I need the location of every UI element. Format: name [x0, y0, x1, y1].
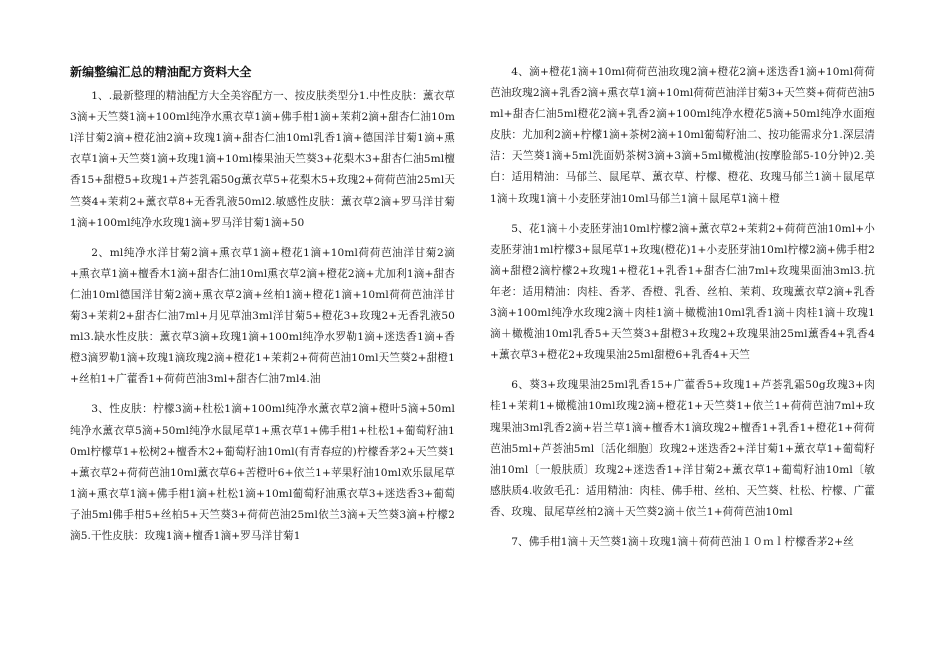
paragraph-5: 5、花1滴＋小麦胚芽油10ml柠檬2滴+薰衣草2+茉莉2+荷荷芭油10ml+小麦胚芽油1ml柠檬3+鼠尾草1+玫瑰(橙花)1+小麦胚芽油10ml柠檬2滴+佛手柑2滴+甜橙2滴柠檬2+玫瑰1+橙花1+乳香1+甜杏仁油7ml+玫瑰果面油3ml3.抗年老：适用精油：肉桂、香茅、香橙、乳香、丝柏、茉莉、玫瑰薰衣草2滴+乳香3滴+100ml纯净水玫瑰2滴＋肉桂1滴＋橄榄油10ml乳香1滴＋肉桂1滴＋玫瑰1滴＋橄榄油10ml乳香5+天竺葵3+甜橙3+玫瑰2+玫瑰果油25ml薰香4+乳香4+薰衣草3+橙花2+玫瑰果油25ml甜橙6+乳香4+天竺	[490, 222, 875, 362]
document-title: 新编整编汇总的精油配方资料大全	[70, 65, 252, 79]
paragraph-7: 7、佛手柑1滴＋天竺葵1滴＋玫瑰1滴＋荷荷芭油１０ｍｌ柠檬香茅2+丝	[511, 535, 854, 548]
paragraph-1: 1、.最新整理的精油配方大全美容配方一、按皮肤类型分1.中性皮肤：薰衣草3滴+天竺葵1滴+100ml纯净水熏衣草1滴+佛手柑1滴+茉莉2滴+甜杏仁油10ml洋甘菊2滴+橙花油2滴+玫瑰1滴+甜杏仁油10ml乳香1滴+德国洋甘菊1滴+熏衣草1滴+天竺葵1滴+玫瑰1滴+10ml榛果油天竺葵3+花梨木3+甜杏仁油5ml檀香15+甜橙5+玫瑰1+芦荟乳霜50g薰衣草5+花梨木5+玫瑰2+荷荷芭油25ml天竺葵4+茉莉2+薰衣草8+无香乳液50ml2.敏感性皮肤：薰衣草2滴+罗马洋甘菊1滴+100ml纯净水玫瑰1滴+罗马洋甘菊1滴+50	[70, 90, 455, 229]
paragraph-6: 6、葵3+玫瑰果油25ml乳香15+广藿香5+玫瑰1+芦荟乳霜50g玫瑰3+肉桂1+茉莉1+橄榄油10ml玫瑰2滴+橙花1+天竺葵1+依兰1+荷荷芭油7ml+玫瑰果油3ml乳香2滴+岩兰草1滴+檀香木1滴玫瑰2+檀香1+乳香1+橙花1+荷荷芭油5ml+芦荟油5ml〔活化细胞〕玫瑰2+迷迭香2+洋甘菊1+薰衣草1+葡萄籽油10ml〔一般肤质〕玫瑰2+迷迭香1+洋甘菊2+薰衣草1+葡萄籽油10ml〔敏感肤质4.收敛毛孔：适用精油：肉桂、佛手柑、丝柏、天竺葵、杜松、柠檬、广藿香、玫瑰、鼠尾草丝柏2滴＋天竺葵2滴＋依兰1+荷荷芭油10ml	[490, 379, 875, 518]
paragraph-3: 3、性皮肤：柠檬3滴+杜松1滴+100ml纯净水薰衣草2滴+橙叶5滴+50ml纯净水薰衣草5滴+50ml纯净水鼠尾草1+熏衣草1+佛手柑1+杜松1+葡萄籽油10ml柠檬草1+松树2+檀香木2+葡萄籽油10ml(有青春痘的)柠檬香茅2+天竺葵1+薰衣草2+荷荷芭油10ml薰衣草6+苦橙叶6+依兰1+苹果籽油10ml欢乐鼠尾草1滴+熏衣草1滴+佛手柑1滴+杜松1滴+10ml葡萄籽油熏衣草3+迷迭香3+葡萄子油5ml佛手柑5+丝柏5+天竺葵3+荷荷芭油25ml依兰3滴+天竺葵3滴+柠檬2滴5.干性皮肤：玫瑰1滴+檀香1滴+罗马洋甘菊1	[70, 403, 455, 542]
paragraph-4: 4、滴+橙花1滴+10ml荷荷芭油玫瑰2滴+橙花2滴+迷迭香1滴+10ml荷荷芭油玫瑰2滴+乳香2滴+熏衣草1滴+10ml荷荷芭油洋甘菊3+天竺葵+荷荷芭油5ml+甜杏仁油5ml橙花2滴+乳香2滴+100ml纯净水橙花5滴+50ml纯净水面疱皮肤：尤加利2滴+柠檬1滴+茶树2滴+10ml葡萄籽油二、按功能需求分1.深层清洁：天竺葵1滴+5ml洗面奶茶树3滴+3滴+5ml橄榄油(按摩脸部5-10分钟)2.美白：适用精油：马郁兰、鼠尾草、薰衣草、柠檬、橙花、玫瑰马郁兰1滴＋鼠尾草1滴＋玫瑰1滴＋小麦胚芽油10ml马郁兰1滴＋鼠尾草1滴＋橙	[490, 66, 875, 205]
left-column	[70, 62, 455, 556]
right-column	[490, 62, 875, 562]
paragraph-2: 2、ml纯净水洋甘菊2滴+熏衣草1滴+橙花1滴+10ml荷荷芭油洋甘菊2滴+熏衣草1滴+檀香木1滴+甜杏仁油10ml熏衣草2滴+橙花2滴+尤加利1滴+甜杏仁油10ml德国洋甘菊2滴+熏衣草2滴+丝柏1滴+橙花1滴+10ml荷荷芭油洋甘菊3+茉莉2+甜杏仁油7ml+月见草油3ml洋甘菊5+橙花3+玫瑰2+无香乳液50ml3.缺水性皮肤：薰衣草3滴+玫瑰1滴+100ml纯净水罗勒1滴+迷迭香1滴+香橙3滴罗勒1滴+玫瑰1滴玫瑰2滴+橙花1+茉莉2+荷荷芭油10ml天竺葵2+甜橙1+丝柏1+广藿香1+荷荷芭油3ml+甜杏仁油7ml4.油	[70, 246, 455, 386]
